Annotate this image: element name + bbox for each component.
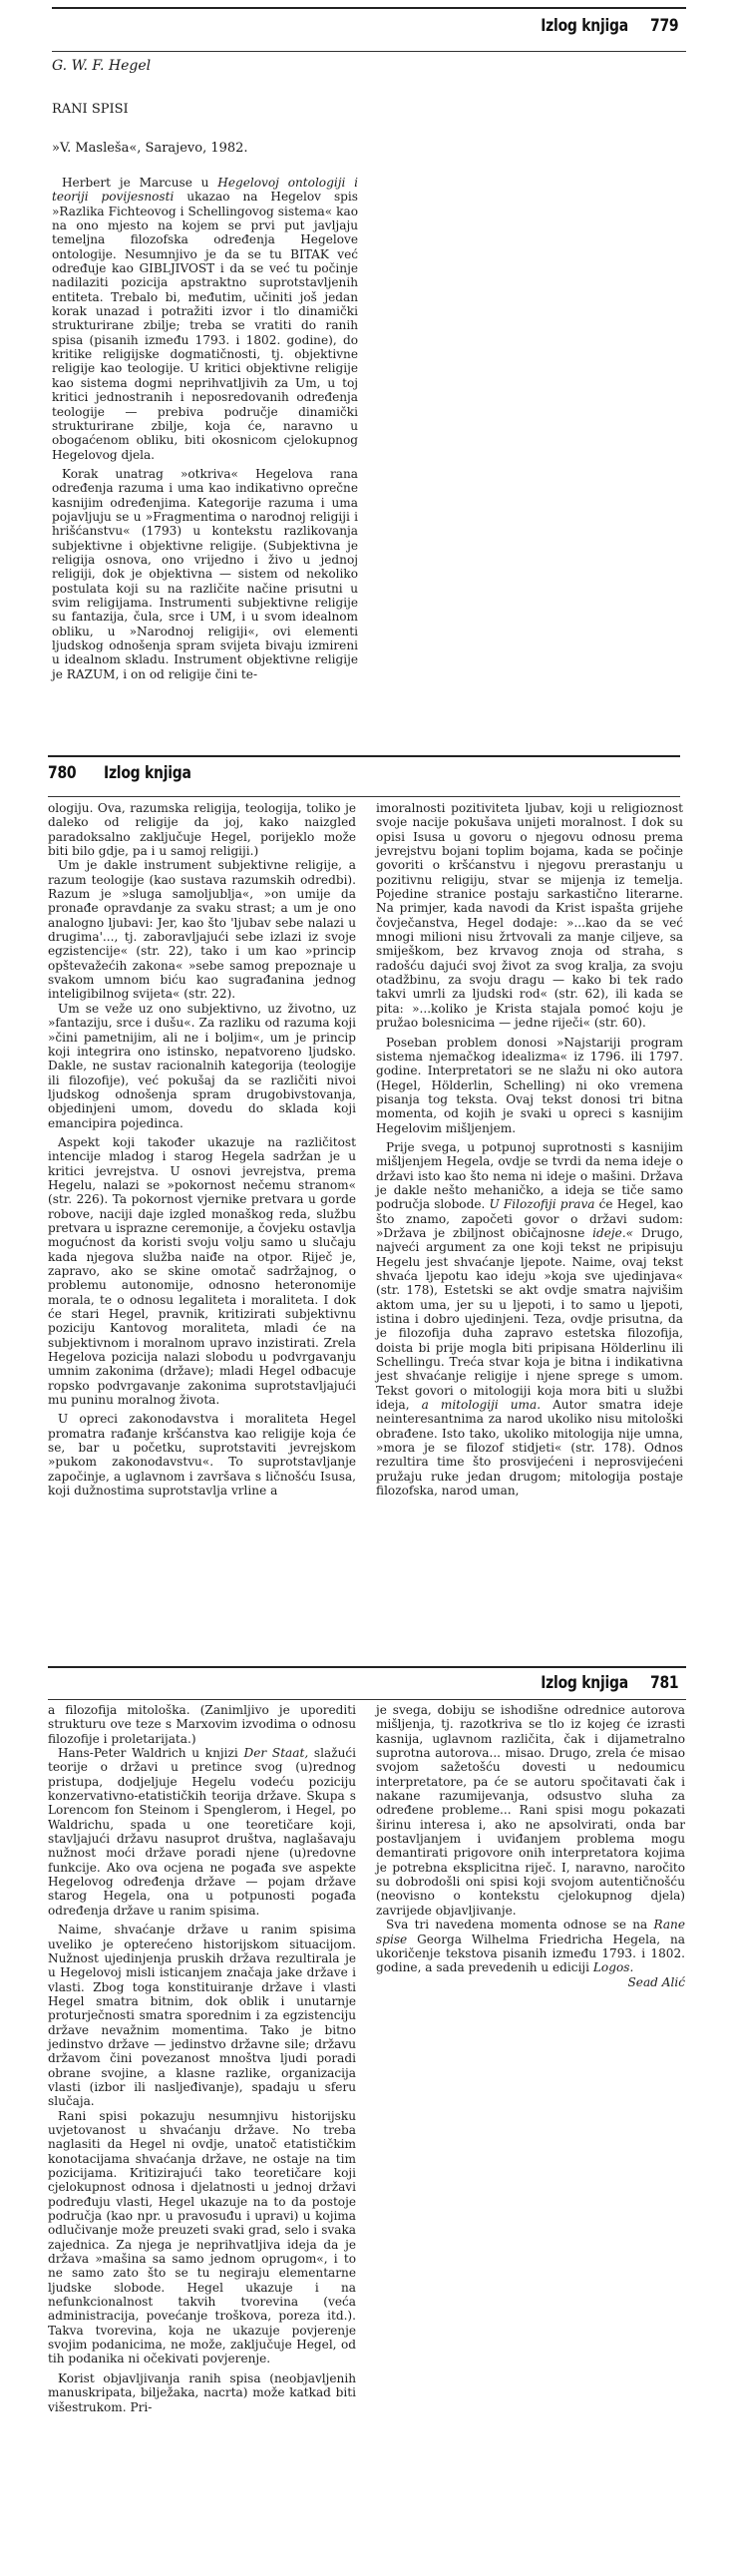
paragraph: Um se veže uz ono subjektivno, uz životno, uz »fantaziju, srce i dušu«. Za razliku od razuma koji »čini pametnijim, ali ne i boljim«, um je princip koji integrira ono istinsko, nepatvoreno ljudsko. Dakle, ne sustav racionalnih kategorija (teologije ili filozofije), već pokušaj da se različiti nivoi ljudskog odnošenja spram drugobivstovanja, objedinjeni umom, dovedu do sklada koji emancipira pojedinca. [48, 1001, 356, 1130]
paragraph: Prije svega, u potpunoj suprotnosti s kasnijim mišljenjem Hegela, ovdje se tvrdi da nema ideje o državi isto kao što nema ni ideje o mašini. Država je dakle nešto mehaničko, a ideja se tiče samo područja slobode. U Filozofiji prava će Hegel, kao što znamo, započeti govor o državi sudom: »Država je zbiljnost običajnosne ideje.« Drugo, najveći argument za one koji tekst ne pripisuju Hegelu jest shvaćanje ljepote. Naime, ovaj tekst shvaća ljepotu kao ideju »koja sve ujedinjava« (str. 178), Estetski se akt ovdje smatra najvišim aktom uma, jer su u ljepoti, i to samo u ljepoti, istina i dobro ujedinjeni. Teza, ovdje prisutna, da je filozofija duha zapravo estetska filozofija, doista bi prije mogla biti pripisana Hölderlinu ili Schellingu. Treća stvar koja je bitna i indikativna jest shvaćanje religije i njene sprege s umom. Tekst govori o mitologiji koja mora biti u službi ideja, a mitologiji uma. Autor smatra ideje neinteresantnima za narod ukoliko nisu mitološki obrađene. Isto tako, ukoliko mitologija nije umna, »mora je se filozof stidjeti« (str. 178). Odnos rezultira time što prosvijećeni i neprosvijećeni pružaju ruke jedan drugom; mitologija postaje filozofska, narod uman, [376, 1139, 683, 1499]
book-publisher: »V. Masleša«, Sarajevo, 1982. [52, 141, 248, 156]
page-781-number [650, 1673, 678, 1693]
paragraph: Naime, shvaćanje države u ranim spisima uveliko je opterećeno historijskom situacijom. Nužnost ujedinjenja pruskih država rezultirala je u Hegelovoj misli isticanjem značaja jake države i vlasti. Zbog toga konstituiranje države i vlasti Hegel smatra bitnim, dok oblik i unutarnje proturječnosti smatra sporednim i za egzistenciju države nevažnim momentima. Tako je bitno jedinstvo države — jedinstvo državne sile; državu državom čini povezanost mnoštva ljudi poradi obrane svojine, a klasne razlike, organizacija vlasti (izbor ili nasljeđivanje), spadaju u sferu slučaja. [48, 1923, 356, 2109]
paragraph: ologiju. Ova, razumska religija, teologija, toliko je daleko od religije da joj, kako naizgled paradoksalno zaključuje Hegel, porijeklo može biti bilo gdje, pa i u samoj religiji.) [48, 801, 356, 859]
page-number: 780 [48, 763, 77, 783]
paragraph: Aspekt koji također ukazuje na različitost intencije mladog i starog Hegela sadržan je u kritici jevrejstva. U osnovi jevrejstva, prema Hegelu, nalazi se »pokornost nečemu stranom« (str. 226). Ta pokornost vjernike pretvara u gorde robove, naciji daje izgled monaškog reda, službu pretvara u isprazne ceremonije, a čovjeku ostavlja mogućnost da koristi svoju volju samo u slučaju kada njegova služba naiđe na otpor. Riječ je, zapravo, ako se skine omotač sadržajnog, o problemu autonomije, odnosno heteronomije morala, te o odnosu legaliteta i moraliteta. I dok će stari Hegel, pravnik, kritizirati subjektivnu poziciju Kantovog moraliteta, mladi će na subjektivnom i moralnom upravo inzistirati. Zrela Hegelova pozicija nalazi slobodu u podvrgavanju umnim zakonima (države); mladi Hegel odbacuje ropsko podvrgavanje zakonima suprotstavljajući mu puninu moralnog života. [48, 1134, 356, 1408]
book-title-emphasis: Der Staat, [243, 1746, 309, 1761]
paragraph: Korak unatrag »otkriva« Hegelova rana određenja razuma i uma kao indikativno oprečne kasnijim određenjima. Kategorije razuma i uma pojavljuju se u »Fragmentima o narodnoj religiji i hrišćanstvu« (1793) u kontekstu razlikovanja subjektivne i objektivne religije. (Subjektivna je religija osnova, ono vrijedno i živo u jednoj religiji, dok je objektivna — sistem od nekoliko postulata koji su na različite načine prisutni u svim religijama. Instrumenti subjektivne religije su fantazija, čula, srce i UM, i u svom idealnom obliku, u »Narodnoj religiji«, ovi elementi ljudskog odnošenja spram svijeta bivaju izmireni u idealnom skladu. Instrument objektivne religije je RAZUM, i on od religije čini te- [52, 466, 358, 681]
running-title-text: Izlog knjiga [541, 16, 628, 36]
page-781-left-column [48, 1703, 356, 2414]
page-779-header-rule [52, 51, 686, 52]
page-779-top-rule [52, 7, 686, 9]
page-number: 781 [650, 1673, 679, 1693]
book-title-emphasis: U Filozofiji prava [489, 1197, 595, 1212]
book-title-emphasis: Hegelovoj ontologiji i teoriji povijesnosti [52, 176, 358, 205]
paragraph: Sva tri navedena momenta odnose se na Rane spise Georga Wilhelma Friedricha Hegela, na ukoričenje tekstova pisanih između 1793. i 1802. godine, a sada prevedenih u ediciji Logos. [376, 1918, 685, 1975]
page-780-running-title [104, 763, 191, 783]
page-781-header-rule [48, 1699, 686, 1700]
review-signature: Sead Alić [627, 1974, 685, 1989]
paragraph: Rani spisi pokazuju nesumnjivu historijsku uvjetovanost u shvaćanju države. No treba naglasiti da Hegel ni ovdje, unatoč etatističkim konotacijama shvaćanja države, ne ostaje na tim pozicijama. Kritizirajući tako teoretičare koji cjelokupnost odnosa i djelatnosti u jednoj državi podređuju vlasti, Hegel ukazuje na to da postoje područja (kao npr. u pravosuđu i upravi) u kojima odlučivanje može preuzeti svaki grad, selo i svaka zajednica. Za njega je neprihvatljiva ideja da je država »mašina sa samo jednom oprugom«, i to ne samo zato što se tu negiraju elementarne ljudske slobode. Hegel ukazuje i na nefunkcionalnost takvih tvorevina (veća administracija, povećanje troškova, poreza itd.). Takva tvorevina, koja ne ukazuje povjerenje svojim podanicima, ne može, zaključuje Hegel, od tih podanika ni očekivati povjerenje. [48, 2108, 356, 2366]
paragraph: U opreci zakonodavstva i moraliteta Hegel promatra rađanje kršćanstva kao religije koja će se, bar u početku, suprotstaviti jevrejskom »pukom zakonodavstvu«. To suprotstavljanje započinje, a uglavnom i završava s ličnošću Isusa, koji dužnostima suprotstavlja vrline a [48, 1412, 356, 1499]
page-779-number [650, 16, 678, 36]
page-number: 779 [650, 16, 679, 36]
paragraph: Herbert je Marcuse u Hegelovoj ontologiji i teoriji povijesnosti ukazao na Hegelov spis »Razlika Fichteovog i Schellingovog sistema« kao na ono mjesto na kojem se prvi put javljaju temeljna filozofska određenja Hegelove ontologije. Nesumnjivo je da se tu BITAK već određuje kao GIBLJIVOST i da se već tu počinje nadilaziti pozicija apstraktno suprotstavljenih entiteta. Trebalo bi, međutim, učiniti još jedan korak unazad i potražiti izvor i tlo dinamički strukturirane zbilje; treba se vratiti do ranih spisa (pisanih između 1793. i 1802. godine), do kritike religijske dogmatičnosti, tj. objektivne religije kao teologije. U kritici objektivne religije kao sistema dogmi neprihvatljivih za Um, u toj kritici jednostranih i neposredovanih određenja teologije — prebiva područje dinamički strukturirane zbilje, koja će, naravno u obogaćenom obliku, biti okosnicom cjelokupnog Hegelovog djela. [52, 176, 358, 462]
paragraph: je svega, dobiju se ishodišne odrednice autorova mišljenja, tj. razotkriva se tlo iz kojeg će izrasti kasnija, uglavnom različita, čak i dijametralno suprotna autorova... misao. Drugo, zrela će misao svojom sažetošću dovesti u nedoumicu interpretatore, pa će se autoru spočitavati čak i nakane razumijevanja, odsustvo sluha za određene probleme... Rani spisi mogu pokazati širinu interesa i, ako ne apsolvirati, onda bar postavljanjem i uviđanjem problema mogu demantirati prigovore onih interpretatora kojima je potrebna eksplicitna riječ. I, naravno, naročito su dobrodošli oni spisi koji svojom autentičnošću (neovisno o kontekstu cjelokupnog djela) zavrijede objavljivanje. [376, 1703, 685, 1918]
emphasis: ideje.« [592, 1225, 634, 1240]
page-780-top-rule [48, 755, 680, 757]
series-name-emphasis: Logos. [592, 1960, 634, 1975]
running-title-text: Izlog knjiga [104, 763, 191, 783]
paragraph: Hans-Peter Waldrich u knjizi Der Staat, slažući teorije o državi u pretince svog (u)rednog pristupa, dodjeljuje Hegelu vodeću poziciju konzervativno-etatističkih teorija države. Skupa s Lorencom fon Steinom i Spenglerom, i Hegel, po Waldrichu, spada u one teoretičare koji, stavljajući državu nasuprot društva, naglašavaju nužnost moći države poradi njene (u)redovne funkcije. Ako ova ocjena ne pogađa sve aspekte Hegelovog određenja države — pojam države starog Hegela, ona u potpunosti pogađa određenja države u ranim spisima. [48, 1746, 357, 1918]
book-title-emphasis: Rane spise [376, 1918, 685, 1946]
page-780-header-rule [48, 796, 680, 797]
running-title-text: Izlog knjiga [541, 1673, 628, 1693]
book-title: RANI SPISI [52, 102, 129, 117]
paragraph: imoralnosti pozitiviteta ljubav, koji u religioznost svoje nacije pokušava unijeti moralnost. I dok su opisi Isusa u govoru o njegovu odnosu prema jevrejstvu bojani toplim bojama, kada se počinje govoriti o kršćanstvu i njegovu prerastanju u pozitivnu religiju, stvar se mijenja iz temelja. Pojedine stranice postaju sarkastično literarne. Na primjer, kada navodi da Krist ispašta grijehe čovječanstva, Hegel dodaje: »...kao da se već mnogi milioni nisu žrtvovali za manje ciljeve, sa smiješkom, bez krvavog znoja od straha, s radošću dajući svoj život za svog kralja, za svoju otadžbinu, za svoju dragu — kako bi tek rado takvi umrli za ljudski rod« (str. 62), ili kada se pita: »...koliko je Krista stajala pomoć koju je pružao bolesnicima — jedne riječi« (str. 60). [376, 801, 683, 1031]
emphasis: a mitologiji uma. [421, 1398, 542, 1413]
page-780-number [48, 763, 76, 783]
page-780-left-column [48, 801, 356, 1499]
book-author: G. W. F. Hegel [52, 58, 152, 74]
page-779-running-title [541, 16, 628, 36]
page-781-top-rule [48, 1666, 686, 1668]
page-780-right-column [376, 801, 683, 1499]
paragraph: Um je dakle instrument subjektivne religije, a razum teologije (kao sustava razumskih odredbi). Razum je »sluga samoljublja«, »on umije da pronađe opravdanje za svaku strast; a um je ono analogno ljubavi: Jer, kao što 'ljubav sebe nalazi u drugima'..., tj. zaboravljajući sebe izlazi iz svoje egzistencije« (str. 22), tako i um kao »princip opštevažećih zakona« »sebe samog prepoznaje u svakom umnom biću kao sugrađanina jednog inteligibilnog svijeta« (str. 22). [48, 858, 356, 1002]
page-779-column [52, 176, 358, 681]
paragraph: a filozofija mitološka. (Zanimljivo je uporediti strukturu ove teze s Marxovim izvodima o odnosu filozofije i proletarijata.) [48, 1703, 356, 1746]
paragraph: Korist objavljivanja ranih spisa (neobjavljenih manuskripata, bilježaka, nacrta) može katkad biti višestrukom. Pri- [48, 2370, 356, 2414]
page-781-right-column [376, 1703, 685, 1989]
paragraph: Poseban problem donosi »Najstariji program sistema njemačkog idealizma« iz 1796. ili 1797. godine. Interpretatori se ne slažu ni oko autora (Hegel, Hölderlin, Schelling) ni oko vremena pisanja tog teksta. Ovaj tekst donosi tri bitna momenta, od kojih je svaki u opreci s kasnijim Hegelovim mišljenjem. [376, 1035, 683, 1135]
page-781-running-title [541, 1673, 628, 1693]
